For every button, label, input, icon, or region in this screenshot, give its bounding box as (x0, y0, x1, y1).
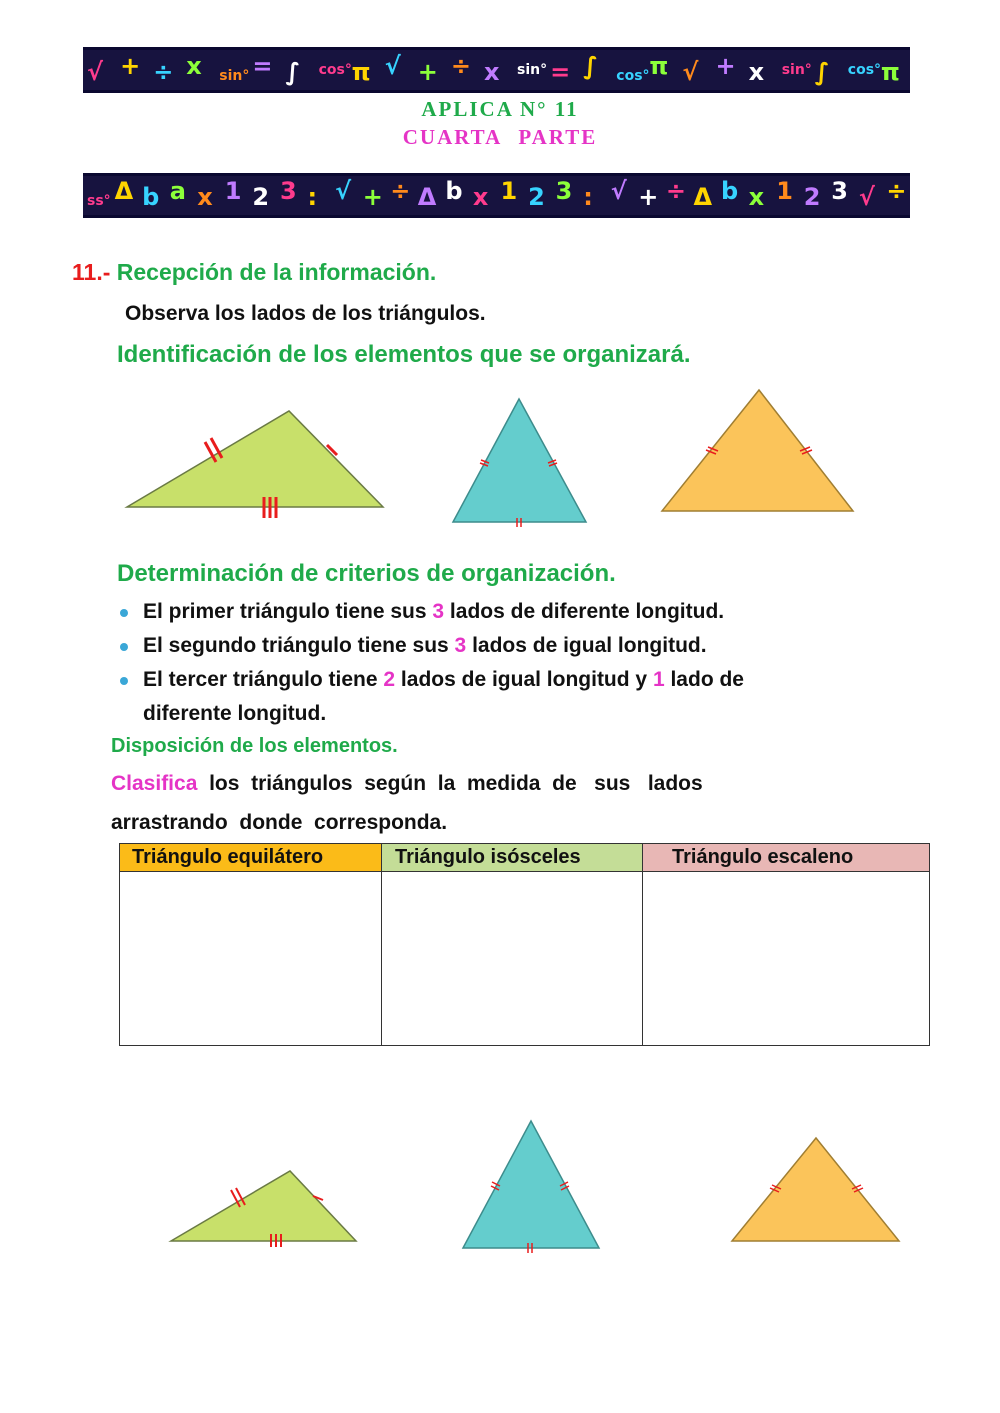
bullet-icon (120, 643, 128, 651)
bullet-icon (120, 677, 128, 685)
math-symbol: 3 (280, 177, 297, 205)
math-symbol: = (252, 52, 273, 80)
math-symbol: cos° (318, 62, 352, 78)
criteria-heading: Determinación de criterios de organización. (117, 560, 616, 587)
math-symbol: ss° (87, 193, 111, 209)
math-symbol: 3 (831, 177, 849, 205)
math-symbols-pattern (83, 50, 910, 90)
math-symbol: + (120, 52, 141, 80)
draggable-scalene-triangle[interactable] (165, 1165, 363, 1250)
header-equilateral: Triángulo equilátero (120, 844, 382, 872)
section-number: 11.- (72, 259, 111, 285)
math-symbol: 3 (555, 177, 573, 205)
math-symbol: ÷ (665, 177, 687, 205)
page-subtitle: CUARTA PARTE (402, 125, 598, 149)
header-scalene: Triángulo escaleno (643, 844, 930, 872)
drop-zone-isosceles[interactable] (382, 872, 643, 1046)
draggable-equilateral-triangle[interactable] (450, 1115, 605, 1255)
criteria-item-3: El tercer triángulo tiene 2 lados de igual longitud y 1 lado de (143, 668, 744, 691)
math-symbol: x (472, 183, 489, 211)
math-symbol: + (417, 58, 438, 86)
math-symbol: b (445, 177, 463, 205)
instruction-text: Observa los lados de los triángulos. (125, 302, 486, 325)
math-symbol: ∫ (814, 58, 830, 86)
math-symbol: Δ (417, 183, 437, 211)
math-symbol: + (362, 183, 383, 211)
math-symbol: + (715, 52, 736, 80)
isosceles-triangle-shape (662, 390, 853, 511)
math-symbol: + (638, 183, 659, 211)
math-symbol: π (880, 58, 900, 86)
math-symbol: ÷ (153, 58, 174, 86)
math-symbol: π (351, 58, 371, 86)
math-symbol: ÷ (886, 177, 907, 205)
math-symbol: b (721, 177, 739, 205)
scalene-triangle-shape (127, 411, 383, 507)
decorative-banner-top (83, 47, 910, 93)
math-symbol: x (748, 58, 765, 86)
math-symbol: 2 (803, 183, 821, 211)
math-symbol: x (484, 58, 500, 86)
section-heading (72, 259, 436, 286)
section-title: Recepción de la información. (116, 259, 437, 285)
math-symbol: sin° (781, 62, 812, 78)
isosceles-triangle-reference (655, 385, 860, 520)
math-symbol: x (748, 183, 765, 211)
math-symbol: a (169, 177, 186, 205)
decorative-banner-bottom (83, 173, 910, 218)
math-symbol: 1 (224, 177, 242, 205)
math-symbol: ÷ (450, 52, 472, 80)
page-title: APLICA N° 11 (421, 97, 579, 121)
drop-zone-scalene[interactable] (643, 872, 930, 1046)
math-symbol: √ (610, 177, 627, 205)
bullet-icon (120, 609, 128, 617)
math-symbol: √ (87, 58, 104, 86)
equilateral-triangle-shape (453, 399, 586, 522)
header-isosceles: Triángulo isósceles (382, 844, 643, 872)
draggable-isosceles-triangle[interactable] (725, 1132, 905, 1247)
disposition-heading: Disposición de los elementos. (111, 735, 398, 757)
criteria-item-2: El segundo triángulo tiene sus 3 lados de igual longitud. (143, 634, 707, 657)
classify-instruction: Clasifica los triángulos según la medida de sus lados (111, 772, 703, 795)
math-symbol: 1 (500, 177, 518, 205)
scalene-triangle-reference (120, 400, 390, 525)
math-symbol: √ (858, 183, 875, 211)
math-symbol: √ (682, 58, 699, 86)
criteria-item-1: El primer triángulo tiene sus 3 lados de diferente longitud. (143, 600, 725, 623)
criteria-item-3-continuation: diferente longitud. (143, 702, 327, 725)
drop-zone-equilateral[interactable] (120, 872, 382, 1046)
math-symbol: ∫ (583, 52, 598, 80)
math-symbol: cos° (847, 62, 882, 78)
math-symbol: = (550, 58, 571, 86)
math-symbol: √ (384, 52, 401, 80)
math-symbol: Δ (114, 177, 134, 205)
math-symbol: 2 (528, 183, 545, 211)
math-symbol: π (649, 52, 669, 80)
math-symbol: sin° (517, 62, 548, 78)
math-symbol: : (583, 183, 593, 211)
classification-table (119, 843, 930, 1046)
identification-heading: Identificación de los elementos que se organizará. (117, 341, 691, 368)
math-symbol: x (197, 183, 213, 211)
math-symbol: ÷ (390, 177, 411, 205)
math-symbol: sin° (219, 68, 250, 84)
math-symbols-pattern (83, 176, 910, 215)
math-symbol: Δ (693, 183, 713, 211)
math-symbol: √ (335, 177, 352, 205)
classify-instruction-line2: arrastrando donde corresponda. (111, 811, 448, 834)
math-symbol: : (307, 183, 318, 211)
math-symbol: 2 (252, 183, 270, 211)
math-symbol: x (186, 52, 202, 80)
math-symbol: cos° (616, 68, 650, 84)
math-symbol: b (142, 183, 160, 211)
equilateral-triangle-reference (440, 394, 590, 529)
math-symbol: 1 (776, 177, 793, 205)
math-symbol: ∫ (285, 58, 301, 86)
